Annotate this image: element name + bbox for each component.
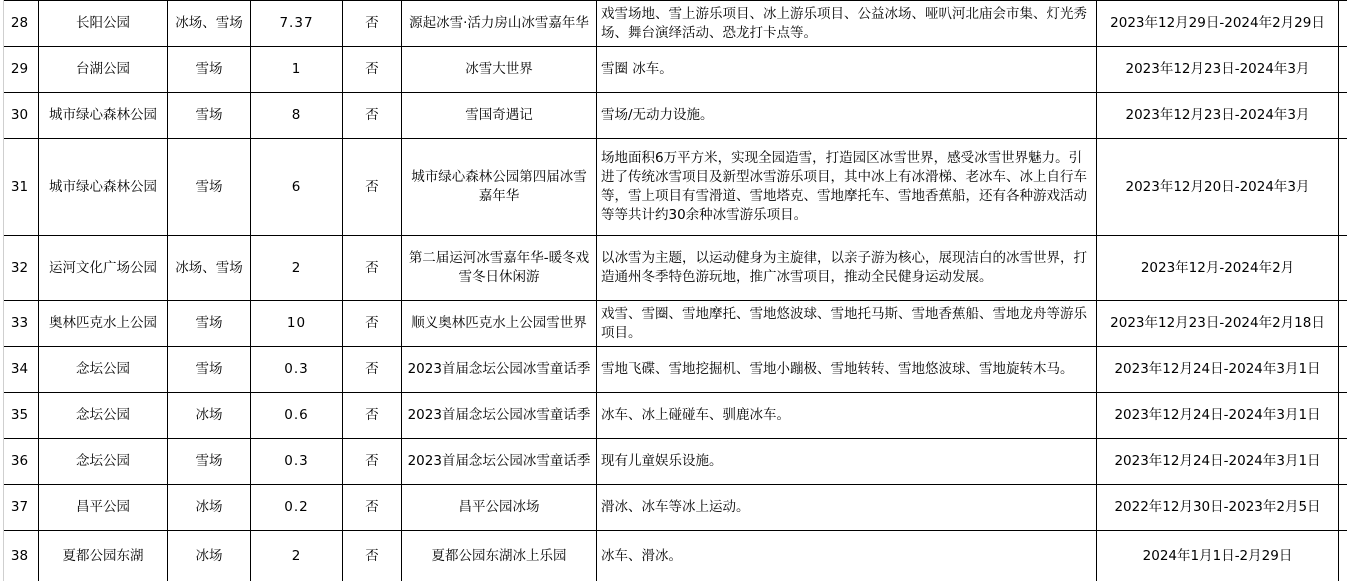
cell-content[interactable]: 戏雪场地、雪上游乐项目、冰上游乐项目、公益冰场、哑叭河北庙会市集、灯光秀场、舞台演绎活动、恐龙打卡点等。 [597, 1, 1097, 47]
cell-area[interactable]: 10 [251, 301, 343, 347]
cell-content[interactable]: 现有儿童娱乐设施。 [597, 439, 1097, 485]
cell-event[interactable]: 2023首届念坛公园冰雪童话季 [402, 347, 597, 393]
cell-date[interactable]: 2023年12月29日-2024年2月29日 [1097, 1, 1339, 47]
cell-content[interactable]: 以冰雪为主题，以运动健身为主旋律，以亲子游为核心，展现洁白的冰雪世界，打造通州冬季特色游玩地，推广冰雪项目，推动全民健身运动发展。 [597, 236, 1097, 301]
cell-event[interactable]: 夏都公园东湖冰上乐园 [402, 531, 597, 581]
window-edge [0, 0, 4, 581]
cell-date[interactable]: 2024年1月1日-2月29日 [1097, 531, 1339, 581]
cell-park[interactable]: 台湖公园 [39, 47, 168, 93]
cell-type[interactable]: 雪场 [168, 93, 251, 139]
cell-content[interactable]: 场地面积6万平方米，实现全园造雪，打造园区冰雪世界，感受冰雪世界魅力。引进了传统冰雪项目及新型冰雪游乐项目，其中冰上有冰滑梯、老冰车、冰上自行车等，雪上项目有雪滑道、雪地塔克、雪地摩托车、雪地香蕉船，还有各种游戏活动等等共计约30余种冰雪游乐项目。 [597, 139, 1097, 236]
cell-date[interactable]: 2023年12月24日-2024年3月1日 [1097, 393, 1339, 439]
cell-date[interactable]: 2022年12月30日-2023年2月5日 [1097, 485, 1339, 531]
cell-park[interactable]: 念坛公园 [39, 393, 168, 439]
cell-date[interactable]: 2023年12月-2024年2月 [1097, 236, 1339, 301]
cell-content[interactable]: 冰车、滑冰。 [597, 531, 1097, 581]
cell-charge[interactable]: 否 [343, 439, 402, 485]
cell-no[interactable]: 37 [1, 485, 39, 531]
cell-charge[interactable]: 否 [343, 93, 402, 139]
cell-type[interactable]: 雪场 [168, 439, 251, 485]
cell-area[interactable]: 1 [251, 47, 343, 93]
cell-event[interactable]: 2023首届念坛公园冰雪童话季 [402, 393, 597, 439]
cell-area[interactable]: 0.3 [251, 439, 343, 485]
cell-empty[interactable] [1339, 1, 1347, 47]
cell-event[interactable]: 城市绿心森林公园第四届冰雪嘉年华 [402, 139, 597, 236]
cell-date[interactable]: 2023年12月23日-2024年2月18日 [1097, 301, 1339, 347]
cell-charge[interactable]: 否 [343, 393, 402, 439]
table-row [1, 485, 1347, 531]
cell-no[interactable]: 29 [1, 47, 39, 93]
table-row [1, 139, 1347, 236]
cell-charge[interactable]: 否 [343, 236, 402, 301]
cell-charge[interactable]: 否 [343, 47, 402, 93]
cell-area[interactable]: 6 [251, 139, 343, 236]
cell-content[interactable]: 雪场/无动力设施。 [597, 93, 1097, 139]
cell-empty[interactable] [1339, 93, 1347, 139]
cell-area[interactable]: 7.37 [251, 1, 343, 47]
cell-type[interactable]: 冰场 [168, 531, 251, 581]
cell-no[interactable]: 31 [1, 139, 39, 236]
cell-date[interactable]: 2023年12月23日-2024年3月 [1097, 47, 1339, 93]
cell-park[interactable]: 城市绿心森林公园 [39, 93, 168, 139]
cell-type[interactable]: 冰场 [168, 393, 251, 439]
table-row [1, 1, 1347, 47]
cell-park[interactable]: 念坛公园 [39, 347, 168, 393]
table-row [1, 439, 1347, 485]
cell-park[interactable]: 运河文化广场公园 [39, 236, 168, 301]
cell-no[interactable]: 35 [1, 393, 39, 439]
cell-no[interactable]: 28 [1, 1, 39, 47]
cell-event[interactable]: 雪国奇遇记 [402, 93, 597, 139]
cell-event[interactable]: 2023首届念坛公园冰雪童话季 [402, 439, 597, 485]
cell-type[interactable]: 冰场、雪场 [168, 1, 251, 47]
cell-no[interactable]: 38 [1, 531, 39, 581]
cell-event[interactable]: 第二届运河冰雪嘉年华-暖冬戏雪冬日休闲游 [402, 236, 597, 301]
cell-charge[interactable]: 否 [343, 139, 402, 236]
cell-park[interactable]: 夏都公园东湖 [39, 531, 168, 581]
table-row [1, 301, 1347, 347]
cell-type[interactable]: 冰场、雪场 [168, 236, 251, 301]
cell-date[interactable]: 2023年12月24日-2024年3月1日 [1097, 439, 1339, 485]
cell-type[interactable]: 雪场 [168, 347, 251, 393]
cell-empty[interactable] [1339, 531, 1347, 581]
cell-park[interactable]: 长阳公园 [39, 1, 168, 47]
cell-date[interactable]: 2023年12月20日-2024年3月 [1097, 139, 1339, 236]
table-row [1, 347, 1347, 393]
cell-area[interactable]: 8 [251, 93, 343, 139]
cell-area[interactable]: 2 [251, 531, 343, 581]
cell-empty[interactable] [1339, 393, 1347, 439]
cell-content[interactable]: 冰车、冰上碰碰车、驯鹿冰车。 [597, 393, 1097, 439]
table-row [1, 393, 1347, 439]
cell-content[interactable]: 雪圈 冰车。 [597, 47, 1097, 93]
cell-area[interactable]: 0.3 [251, 347, 343, 393]
cell-empty[interactable] [1339, 139, 1347, 236]
table-row [1, 47, 1347, 93]
cell-type[interactable]: 冰场 [168, 485, 251, 531]
cell-charge[interactable]: 否 [343, 1, 402, 47]
cell-empty[interactable] [1339, 485, 1347, 531]
cell-park[interactable]: 念坛公园 [39, 439, 168, 485]
cell-empty[interactable] [1339, 236, 1347, 301]
cell-area[interactable]: 2 [251, 236, 343, 301]
cell-empty[interactable] [1339, 439, 1347, 485]
table-row [1, 93, 1347, 139]
cell-no[interactable]: 30 [1, 93, 39, 139]
cell-event[interactable]: 顺义奥林匹克水上公园雪世界 [402, 301, 597, 347]
cell-content[interactable]: 戏雪、雪圈、雪地摩托、雪地悠波球、雪地托马斯、雪地香蕉船、雪地龙舟等游乐项目。 [597, 301, 1097, 347]
cell-type[interactable]: 雪场 [168, 139, 251, 236]
cell-area[interactable]: 0.6 [251, 393, 343, 439]
cell-charge[interactable]: 否 [343, 485, 402, 531]
cell-charge[interactable]: 否 [343, 301, 402, 347]
cell-area[interactable]: 0.2 [251, 485, 343, 531]
cell-park[interactable]: 昌平公园 [39, 485, 168, 531]
cell-type[interactable]: 雪场 [168, 47, 251, 93]
cell-content[interactable]: 雪地飞碟、雪地挖掘机、雪地小蹦极、雪地转转、雪地悠波球、雪地旋转木马。 [597, 347, 1097, 393]
cell-event[interactable]: 源起冰雪·活力房山冰雪嘉年华 [402, 1, 597, 47]
cell-event[interactable]: 昌平公园冰场 [402, 485, 597, 531]
cell-empty[interactable] [1339, 47, 1347, 93]
cell-content[interactable]: 滑冰、冰车等冰上运动。 [597, 485, 1097, 531]
cell-date[interactable]: 2023年12月23日-2024年3月 [1097, 93, 1339, 139]
cell-park[interactable]: 奥林匹克水上公园 [39, 301, 168, 347]
table-row [1, 236, 1347, 301]
cell-no[interactable]: 32 [1, 236, 39, 301]
cell-park[interactable]: 城市绿心森林公园 [39, 139, 168, 236]
cell-no[interactable]: 36 [1, 439, 39, 485]
cell-no[interactable]: 34 [1, 347, 39, 393]
cell-no[interactable]: 33 [1, 301, 39, 347]
cell-charge[interactable]: 否 [343, 531, 402, 581]
table-row [1, 531, 1347, 581]
table-body [1, 1, 1347, 581]
cell-date[interactable]: 2023年12月24日-2024年3月1日 [1097, 347, 1339, 393]
cell-type[interactable]: 雪场 [168, 301, 251, 347]
cell-empty[interactable] [1339, 347, 1347, 393]
cell-charge[interactable]: 否 [343, 347, 402, 393]
cell-empty[interactable] [1339, 301, 1347, 347]
cell-event[interactable]: 冰雪大世界 [402, 47, 597, 93]
